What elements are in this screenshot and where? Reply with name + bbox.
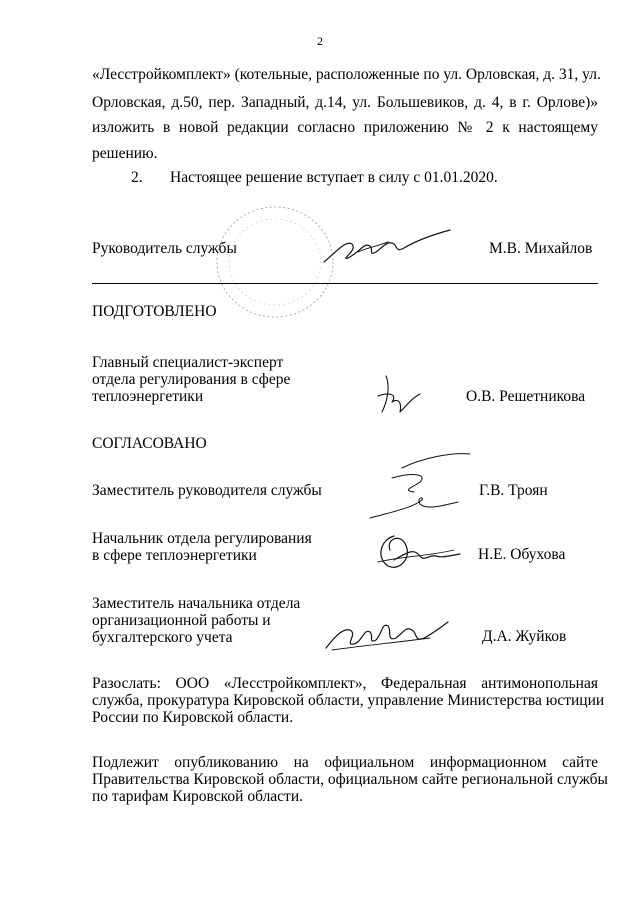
signer-name: Г.В. Троян	[479, 482, 548, 499]
prepared-name: О.В. Решетникова	[466, 388, 586, 405]
prepared-position	[92, 354, 290, 405]
head-signature-image	[318, 222, 458, 272]
position-line: Начальник отдела регулирования	[92, 530, 312, 547]
head-position: Руководитель службы	[92, 240, 237, 257]
item-text: Настоящее решение вступает в силу с 01.01.2020.	[170, 169, 498, 186]
signer-name: Н.Е. Обухова	[478, 546, 566, 563]
publication-line: Подлежит опубликованию на официальном информационном сайте	[92, 754, 598, 771]
paragraph-line: «Лесстройкомплект» (котельные, расположенные по ул. Орловская, д. 31, ул.	[92, 66, 601, 83]
paragraph-line: изложить в новой редакции согласно приложению № 2 к настоящему	[92, 119, 598, 136]
signer-position	[92, 482, 322, 499]
paragraph-line: Орловская, д.50, пер. Западный, д.14, ул. Большевиков, д. 4, в г. Орлове)»	[92, 94, 598, 111]
divider	[92, 283, 598, 284]
signer-signature-image	[362, 448, 482, 528]
paragraph-line: решению.	[92, 145, 158, 162]
distribution-line: Разослать: ООО «Лесстройкомплект», Федеральная антимонопольная	[92, 675, 598, 692]
head-name: М.В. Михайлов	[489, 240, 593, 257]
signer-position	[92, 530, 312, 564]
agreed-heading: СОГЛАСОВАНО	[92, 435, 207, 452]
distribution-line: служба, прокуратура Кировской области, управление Министерства юстиции	[92, 692, 605, 709]
signer-signature-image	[320, 612, 460, 657]
prepared-heading: ПОДГОТОВЛЕНО	[92, 303, 217, 320]
position-line: Заместитель начальника отдела	[92, 595, 301, 612]
prepared-signature-image	[372, 372, 432, 422]
page-number: 2	[317, 34, 323, 48]
publication-line: Правительства Кировской области, официальном сайте региональной службы	[92, 771, 608, 788]
position-line: теплоэнергетики	[92, 388, 204, 405]
position-line: организационной работы и	[92, 612, 271, 629]
publication-line: по тарифам Кировской области.	[92, 788, 304, 805]
position-line: в сфере теплоэнергетики	[92, 547, 257, 564]
signer-name: Д.А. Жуйков	[482, 628, 567, 645]
signer-signature-image	[374, 526, 464, 576]
distribution-line: России по Кировской области.	[92, 709, 294, 726]
signer-position	[92, 595, 300, 646]
position-line: Заместитель руководителя службы	[92, 482, 322, 499]
position-line: Главный специалист-эксперт	[92, 354, 284, 371]
position-line: бухгалтерского учета	[92, 629, 233, 646]
item-number: 2.	[131, 169, 143, 186]
position-line: отдела регулирования в сфере	[92, 371, 291, 388]
